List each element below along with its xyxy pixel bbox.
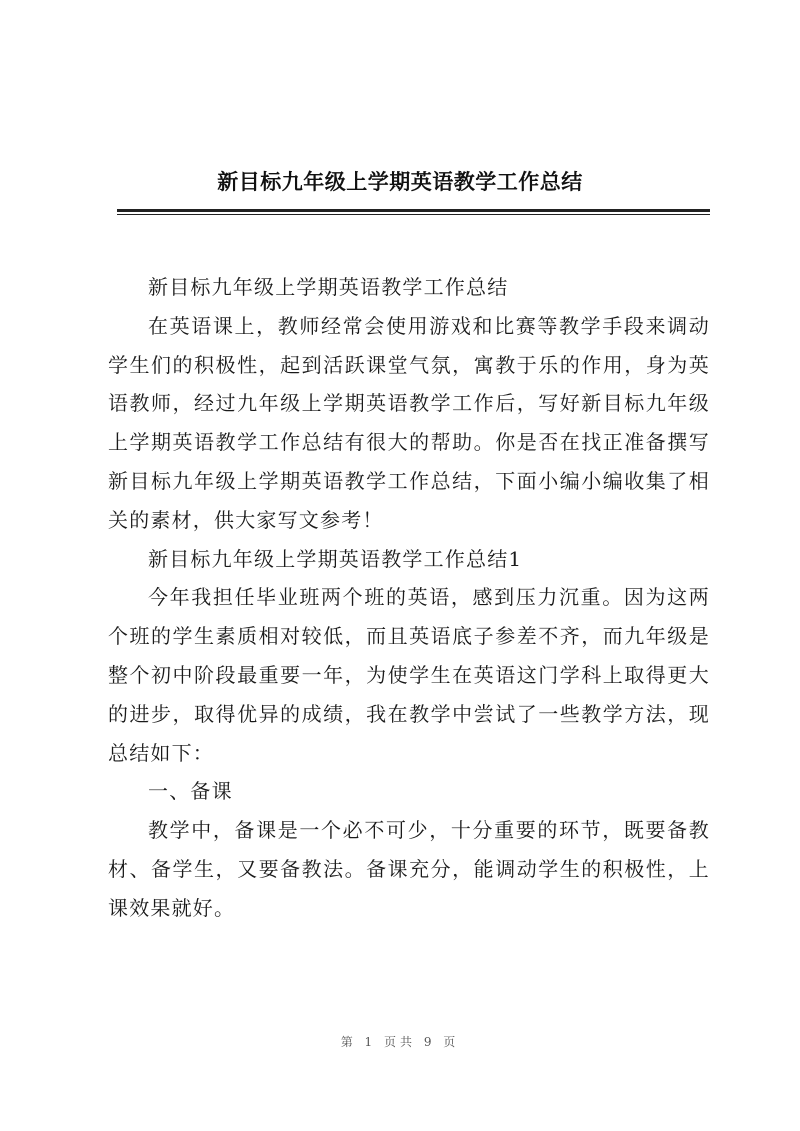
paragraph-body: 教学中，备课是一个必不可少，十分重要的环节，既要备教材、备学生，又要备教法。备课充分，能调动学生的积极性，上课效果就好。: [108, 818, 710, 920]
paragraph-heading: 新目标九年级上学期英语教学工作总结: [148, 275, 509, 299]
paragraph-intro: 在英语课上，教师经常会使用游戏和比赛等教学手段来调动学生们的积极性，起到活跃课堂气氛，寓教于乐的作用，身为英语教师，经过九年级上学期英语教学工作后，写好新目标九年级上学期英语教学工作总结有很大的帮助。你是否在找正准备撰写新目标九年级上学期英语教学工作总结，下面小编小编收集了相关的素材，供大家写文参考！: [108, 313, 710, 532]
document-title: 新目标九年级上学期英语教学工作总结: [217, 170, 583, 194]
paragraph-body: 今年我担任毕业班两个班的英语，感到压力沉重。因为这两个班的学生素质相对较低，而且英语底子参差不齐，而九年级是整个初中阶段最重要一年，为使学生在英语这门学科上取得更大的进步，取得优异的成绩，我在教学中尝试了一些教学方法，现总结如下：: [108, 585, 710, 765]
title-divider-thin: [117, 214, 710, 215]
document-body: [108, 268, 710, 928]
page-number: 第 1 页共 9 页: [340, 1035, 460, 1049]
paragraph-section-title: 新目标九年级上学期英语教学工作总结1: [148, 546, 523, 571]
paragraph-subheading: 一、备课: [148, 779, 233, 804]
title-divider: [117, 209, 710, 212]
